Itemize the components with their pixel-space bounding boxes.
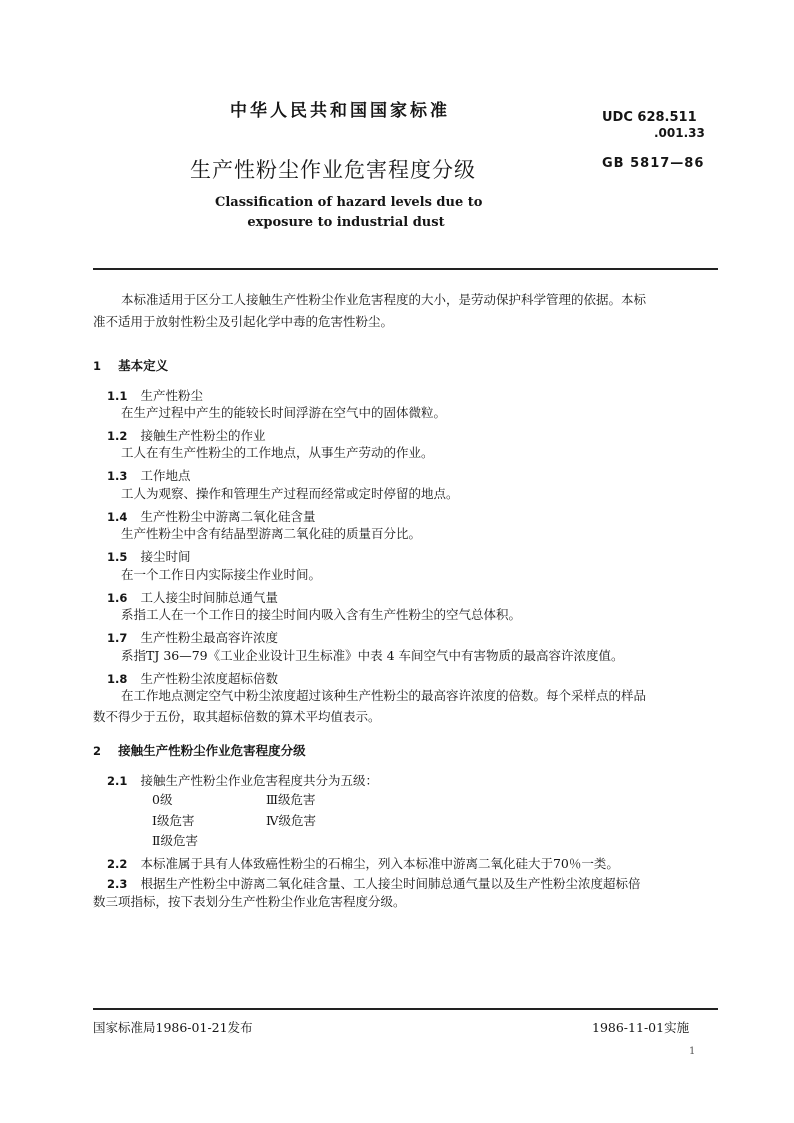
definition-1-6 [107,587,278,606]
definition-1-1-text: 在生产过程中产生的能较长时间浮游在空气中的固体微粒。 [121,405,447,420]
definition-1-2 [107,425,265,444]
clause-2-1 [107,770,378,789]
item-number: 2.1 [107,774,128,788]
page-number: 1 [689,1046,696,1057]
definition-1-3 [107,465,190,484]
definition-1-7-text: 系指TJ 36—79《工业企业设计卫生标准》中表 4 车间空气中有害物质的最高容许浓度值。 [121,648,624,663]
definition-1-5 [107,546,190,565]
section-number: 1 [93,359,102,373]
clause-text: 根据生产性粉尘中游离二氧化硅含量、工人接尘时间肺总通气量以及生产性粉尘浓度超标倍 [140,876,641,891]
section-number: 2 [93,744,102,758]
section-title: 接触生产性粉尘作业危害程度分级 [118,743,306,758]
item-term: 接触生产性粉尘的作业 [140,428,266,443]
item-term: 工作地点 [140,468,191,483]
item-term: 生产性粉尘浓度超标倍数 [140,671,278,686]
section-title: 基本定义 [118,358,169,373]
definition-1-8-text-cont: 数不得少于五份，取其超标倍数的算术平均值表示。 [93,709,381,724]
udc-subcode: .001.33 [654,126,705,140]
title-english-line-1: Classification of hazard levels due to [215,195,483,210]
item-number: 1.7 [107,631,128,645]
item-term: 生产性粉尘最高容许浓度 [140,630,278,645]
item-term: 工人接尘时间肺总通气量 [140,590,278,605]
grade-4: Ⅳ级危害 [266,813,316,828]
issue-date: 国家标准局1986-01-21发布 [93,1020,253,1035]
section-1-heading [93,355,168,374]
item-term: 生产性粉尘 [140,388,203,403]
definition-1-8-text: 在工作地点测定空气中粉尘浓度超过该种生产性粉尘的最高容许浓度的倍数。每个采样点的样品 [121,688,647,703]
item-term: 接尘时间 [140,549,191,564]
definition-1-5-text: 在一个工作日内实际接尘作业时间。 [121,567,322,582]
grade-2: Ⅱ级危害 [152,833,198,848]
item-number: 2.3 [107,877,128,891]
udc-code: UDC 628.511 [602,110,697,125]
title-chinese: 生产性粉尘作业危害程度分级 [190,158,476,182]
clause-2-3 [107,873,640,892]
clause-2-2 [107,853,619,872]
item-number: 1.1 [107,389,128,403]
intro-line-1: 本标准适用于区分工人接触生产性粉尘作业危害程度的大小，是劳动保护科学管理的依据。本标 [121,292,647,307]
item-number: 1.8 [107,672,128,686]
item-number: 2.2 [107,857,128,871]
item-term: 生产性粉尘中游离二氧化硅含量 [140,509,316,524]
definition-1-3-text: 工人为观察、操作和管理生产过程而经常或定时停留的地点。 [121,486,459,501]
item-number: 1.6 [107,591,128,605]
section-2-heading [93,740,306,759]
grade-1: Ⅰ级危害 [152,813,195,828]
definition-1-8 [107,668,278,687]
clause-text: 接触生产性粉尘作业危害程度共分为五级： [140,773,378,788]
definition-1-4-text: 生产性粉尘中含有结晶型游离二氧化硅的质量百分比。 [121,526,422,541]
item-number: 1.2 [107,429,128,443]
gb-code: GB 5817—86 [602,156,705,171]
definition-1-7 [107,627,278,646]
title-english-line-2: exposure to industrial dust [247,215,445,230]
grade-3: Ⅲ级危害 [266,792,316,807]
item-number: 1.4 [107,510,128,524]
header-rule [93,268,718,270]
grade-0: 0级 [152,792,173,807]
definition-1-1 [107,385,203,404]
item-number: 1.5 [107,550,128,564]
clause-2-3-text-cont: 数三项指标，按下表划分生产性粉尘作业危害程度分级。 [93,894,406,909]
national-standard-heading: 中华人民共和国国家标准 [230,101,450,121]
footer-rule [93,1008,718,1010]
item-number: 1.3 [107,469,128,483]
definition-1-2-text: 工人在有生产性粉尘的工作地点，从事生产劳动的作业。 [121,445,434,460]
effective-date: 1986-11-01实施 [592,1020,690,1035]
intro-line-2: 准不适用于放射性粉尘及引起化学中毒的危害性粉尘。 [93,314,394,329]
definition-1-4 [107,506,315,525]
definition-1-6-text: 系指工人在一个工作日的接尘时间内吸入含有生产性粉尘的空气总体积。 [121,607,522,622]
clause-text: 本标准属于具有人体致癌性粉尘的石棉尘，列入本标准中游离二氧化硅大于70％一类。 [140,856,619,871]
